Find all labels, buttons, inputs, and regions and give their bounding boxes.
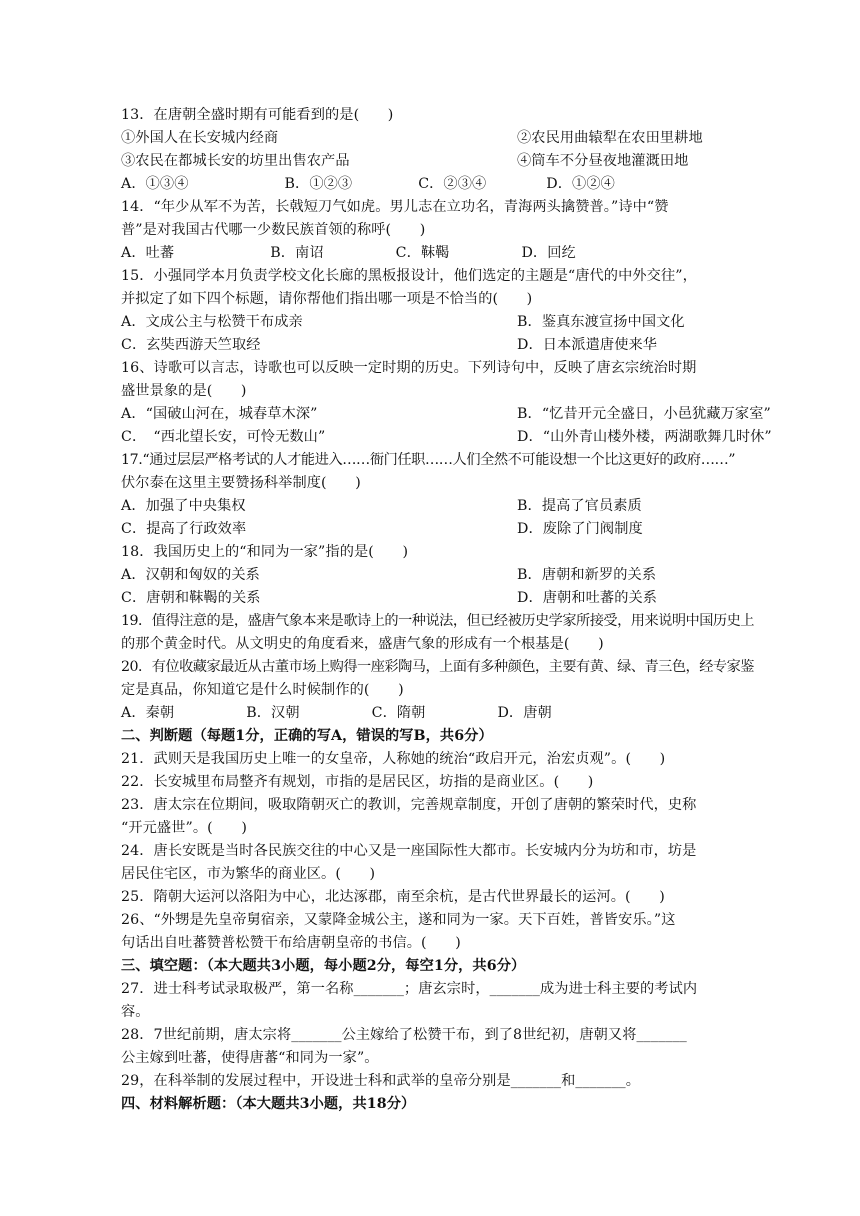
q18-option-d: D．唐朝和吐蕃的关系 [517, 590, 658, 606]
section-3-heading: 三、填空题：（本大题共3小题，每小题2分，每空1分，共6分） [121, 958, 526, 974]
question-18-options-row2 [121, 587, 841, 609]
question-16-options-row1 [121, 403, 841, 425]
question-13-options [121, 173, 841, 195]
q15-option-b: B．鉴真东渡宣扬中国文化 [517, 314, 685, 330]
q15-option-d: D．日本派遣唐使来华 [517, 337, 658, 353]
q17-option-a: A．加强了中央集权 [121, 498, 246, 514]
question-16-line2: 盛世景象的是( ) [121, 383, 247, 399]
question-14-options [121, 242, 841, 264]
q13-option-c: C．②③④ [418, 176, 487, 192]
q20-option-d: D．唐朝 [497, 705, 552, 721]
q13-option-b: B．①②③ [284, 176, 353, 192]
q17-option-c: C．提高了行政效率 [121, 521, 247, 537]
q16-option-d: D．“山外青山楼外楼，两湖歌舞几时休” [517, 429, 772, 445]
q14-option-a: A．吐蕃 [121, 245, 175, 261]
question-24-line2: 居民住宅区，市为繁华的商业区。( ) [121, 866, 376, 882]
question-14-line1: 14．“年少从军不为苦，长戟短刀气如虎。男儿志在立功名，青海两头擒赞普。”诗中“赞 [121, 199, 669, 215]
question-17-options-row1 [121, 495, 841, 517]
question-15-options-row2 [121, 334, 841, 356]
q16-option-c: C． “西北望长安，可怜无数山” [121, 429, 326, 445]
q13-option-d: D．①②④ [546, 176, 615, 192]
q16-option-a: A．“国破山河在，城春草木深” [121, 406, 318, 422]
question-15-line1: 15．小强同学本月负责学校文化长廊的黑板报设计，他们选定的主题是“唐代的中外交往”， [121, 268, 697, 284]
q14-option-b: B．南诏 [270, 245, 324, 261]
q17-option-d: D．废除了门阀制度 [517, 521, 643, 537]
question-18-options-row1 [121, 564, 841, 586]
q17-option-b: B．提高了官员素质 [517, 498, 642, 514]
section-2-heading: 二、判断题（每题1分，正确的写A，错误的写B，共6分） [121, 728, 493, 744]
question-24-line1: 24．唐长安既是当时各民族交往的中心又是一座国际性大都市。长安城内分为坊和市，坊是 [121, 843, 697, 859]
question-23-line1: 23．唐太宗在位期间，吸取隋朝灭亡的教训，完善规章制度，开创了唐朝的繁荣时代，史称 [121, 797, 697, 813]
question-20-options [121, 702, 841, 724]
question-16-options-row2 [121, 426, 841, 448]
q13-statement-4: ④筒车不分昼夜地灌溉田地 [517, 153, 689, 169]
q16-option-b: B．“忆昔开元全盛日，小邑犹藏万家室” [517, 406, 771, 422]
question-28-line2: 公主嫁到吐蕃，使得唐蕃“和同为一家”。 [121, 1050, 379, 1066]
question-14-line2: 普”是对我国古代哪一少数民族首领的称呼( ) [121, 222, 426, 238]
question-15-options-row1 [121, 311, 841, 333]
question-23-line2: “开元盛世”。( ) [121, 820, 247, 836]
q13-statement-3: ③农民在都城长安的坊里出售农产品 [121, 153, 350, 169]
q15-option-a: A．文成公主与松赞干布成亲 [121, 314, 303, 330]
question-17-options-row2 [121, 518, 841, 540]
question-26-line1: 26、“外甥是先皇帝舅宿亲，又蒙降金城公主，遂和同为一家。天下百姓，普皆安乐。”这 [121, 912, 676, 928]
question-29: 29，在科举制的发展过程中，开设进士科和武举的皇帝分别是_______和_______。 [121, 1073, 641, 1089]
question-17-line2: 伏尔泰在这里主要赞扬科举制度( ) [121, 475, 361, 491]
q13-statement-1: ①外国人在长安城内经商 [121, 130, 279, 146]
question-16-line1: 16、诗歌可以言志，诗歌也可以反映一定时期的历史。下列诗句中，反映了唐玄宗统治时期 [121, 360, 697, 376]
question-28-line1: 28．7世纪前期，唐太宗将_______公主嫁给了松赞干布，到了8世纪初，唐朝又将_______ [121, 1027, 687, 1043]
question-25: 25．隋朝大运河以洛阳为中心，北达涿郡，南至余杭，是古代世界最长的运河。( ) [121, 889, 665, 905]
question-19-line1: 19．值得注意的是，盛唐气象本来是歌诗上的一种说法，但已经被历史学家所接受，用来说明中国历史上 [121, 613, 754, 629]
question-20-line2: 定是真品，你知道它是什么时候制作的( ) [121, 682, 404, 698]
question-13-statements-row1 [121, 127, 841, 149]
question-13-statements-row2 [121, 150, 841, 172]
question-20-line1: 20．有位收藏家最近从古董市场上购得一座彩陶马，上面有多种颜色，主要有黄、绿、青三色，经专家鉴 [121, 659, 754, 675]
q18-option-a: A．汉朝和匈奴的关系 [121, 567, 260, 583]
q18-option-b: B．唐朝和新罗的关系 [517, 567, 657, 583]
question-15-line2: 并拟定了如下四个标题，请你帮他们指出哪一项是不恰当的( ) [121, 291, 533, 307]
q20-option-c: C．隋朝 [371, 705, 426, 721]
question-27-line2: 容。 [121, 1004, 150, 1020]
q14-option-c: C．靺鞨 [395, 245, 450, 261]
question-21: 21．武则天是我国历史上唯一的女皇帝，人称她的统治“政启开元，治宏贞观”。( ) [121, 751, 666, 767]
question-27-line1: 27．进士科考试录取极严，第一名称_______；唐玄宗时，_______成为进士科主要的考试内 [121, 981, 698, 997]
q14-option-d: D．回纥 [521, 245, 576, 261]
q20-option-a: A．秦朝 [121, 705, 175, 721]
question-19-line2: 的那个黄金时代。从文明史的角度看来，盛唐气象的形成有一个根基是( ) [121, 636, 604, 652]
question-17-line1: 17.“通过层层严格考试的人才能进入……衙门任职……人们全然不可能设想一个比这更好的政府……” [121, 452, 736, 468]
q13-statement-2: ②农民用曲辕犁在农田里耕地 [517, 130, 703, 146]
question-22: 22．长安城里布局整齐有规划，市指的是居民区，坊指的是商业区。( ) [121, 774, 594, 790]
section-4-heading: 四、材料解析题：（本大题共3小题，共18分） [121, 1096, 416, 1112]
question-13-stem: 13．在唐朝全盛时期有可能看到的是( ) [121, 107, 394, 123]
question-26-line2: 句话出自吐蕃赞普松赞干布给唐朝皇帝的书信。( ) [121, 935, 461, 951]
q20-option-b: B．汉朝 [246, 705, 300, 721]
question-18-line1: 18．我国历史上的“和同为一家”指的是( ) [121, 544, 409, 560]
q15-option-c: C．玄奘西游天竺取经 [121, 337, 261, 353]
q18-option-c: C．唐朝和靺鞨的关系 [121, 590, 261, 606]
q13-option-a: A．①③④ [121, 176, 189, 192]
